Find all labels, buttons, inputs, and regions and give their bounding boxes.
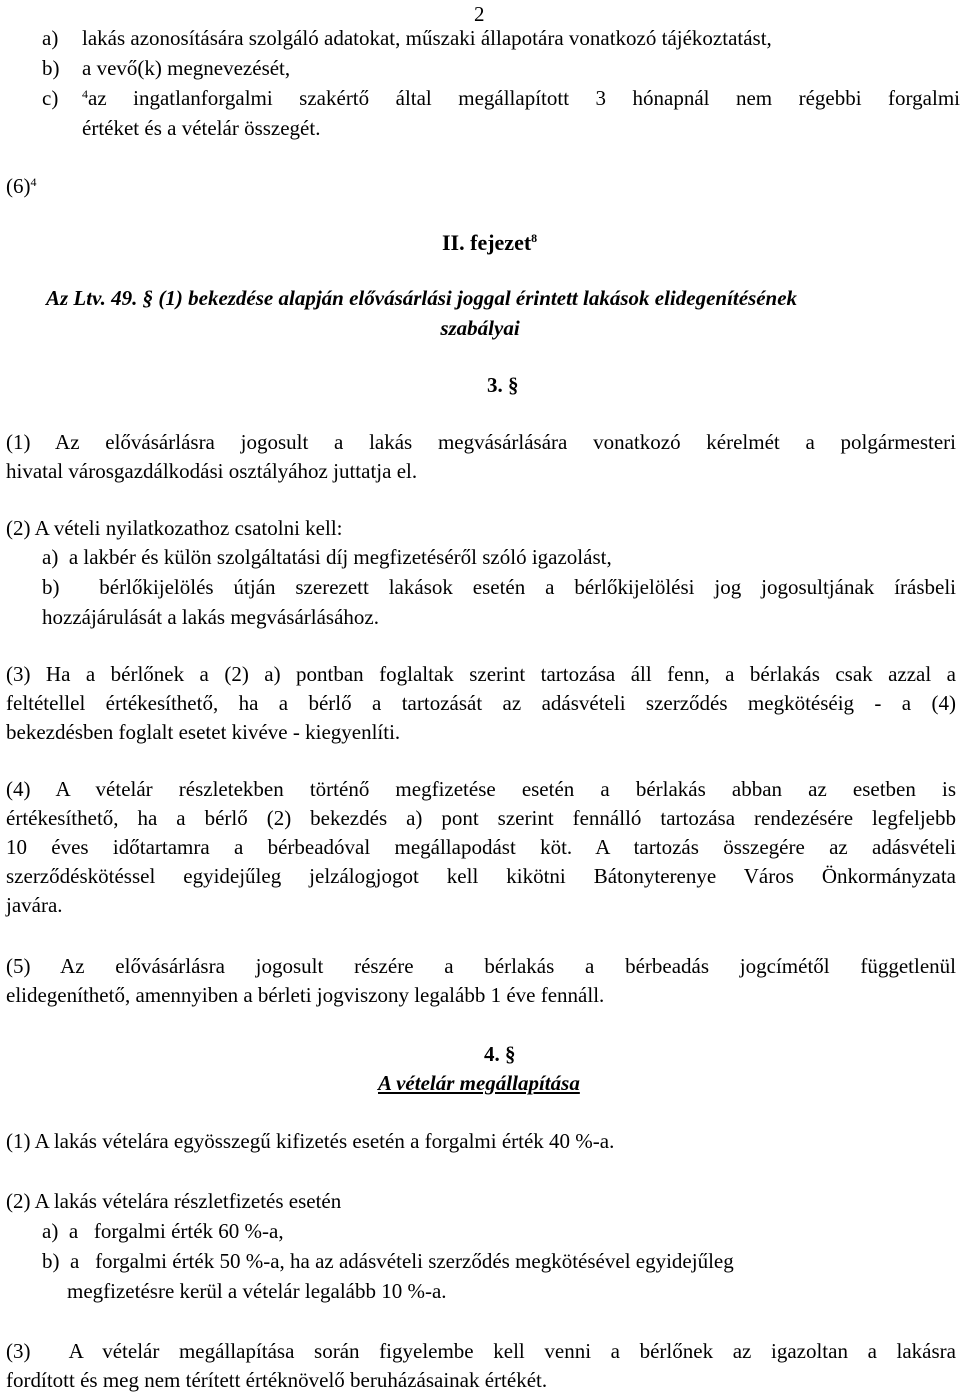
list-item-c-marker: c) bbox=[42, 86, 59, 110]
section-4-p2-b-line1: b) a forgalmi érték 50 %-a, ha az adásvételi szerződés megkötésével egyidejűleg bbox=[42, 1249, 734, 1273]
list-item-a-text: lakás azonosítására szolgáló adatokat, műszaki állapotára vonatkozó tájékoztatást, bbox=[82, 26, 772, 50]
section-3-p4-line1: (4) A vételár részletekben történő megfizetése esetén a bérlakás abban az esetben is bbox=[6, 777, 956, 801]
chapter-subtitle-line1: Az Ltv. 49. § (1) bekezdése alapján elővásárlási joggal érintett lakások elidegenítésének bbox=[46, 286, 798, 310]
section-4-p3-line1: (3) A vételár megállapítása során figyelembe kell venni a bérlőnek az igazoltan a lakásra bbox=[6, 1339, 956, 1363]
section-3-p3-line2: feltétellel értékesíthető, ha a bérlő a tartozását az adásvételi szerződés megkötéséig - a (4) bbox=[6, 691, 956, 715]
section-3-p3-line3: bekezdésben foglalt esetet kivéve - kiegyenlíti. bbox=[6, 720, 401, 744]
section-3-p2-a: a) a lakbér és külön szolgáltatási díj megfizetéséről szóló igazolást, bbox=[42, 545, 612, 569]
list-item-c-line1: $^4$az ingatlanforgalmi szakértő által megállapított 3 hónapnál nem régebbi forgalmi bbox=[82, 86, 960, 110]
section-3-p4-line3: 10 éves időtartamra a bérbeadóval megállapodást köt. A tartozás összegére az adásvételi bbox=[6, 835, 956, 859]
section-3-heading: 3. § bbox=[487, 373, 519, 397]
page-number: 2 bbox=[474, 2, 485, 26]
section-4-p2-b-line2: megfizetésre kerül a vételár legalább 10 %-a. bbox=[67, 1279, 447, 1303]
section-3-p4-line4: szerződéskötéssel egyidejűleg jelzálogjogot kell kikötni Bátonyterenye Város Önkormányzata bbox=[6, 864, 956, 888]
section-3-p1-line1: (1) Az elővásárlásra jogosult a lakás megvásárlására vonatkozó kérelmét a polgármesteri bbox=[6, 430, 956, 454]
list-item-b-marker: b) bbox=[42, 56, 60, 80]
section-4-p1: (1) A lakás vételára egyösszegű kifizetés esetén a forgalmi érték 40 %-a. bbox=[6, 1129, 615, 1153]
list-item-b-text: a vevő(k) megnevezését, bbox=[82, 56, 291, 80]
footnote-ref[interactable]: 4 bbox=[82, 87, 88, 101]
chapter-subtitle-line2: szabályai bbox=[440, 316, 520, 340]
section-3-p4-line5: javára. bbox=[6, 893, 63, 917]
section-3-p1-line2: hivatal városgazdálkodási osztályához juttatja el. bbox=[6, 459, 418, 483]
section-4-p3-line2: fordított és meg nem térített értéknövelő beruházásainak értékét. bbox=[6, 1368, 548, 1392]
footnote-ref[interactable]: 4 bbox=[30, 175, 37, 189]
footnote-ref[interactable]: 8 bbox=[531, 231, 538, 245]
section-3-p2-b-line2: hozzájárulását a lakás megvásárlásához. bbox=[42, 605, 379, 629]
section-4-heading: 4. § bbox=[484, 1042, 516, 1066]
section-4-p2-intro: (2) A lakás vételára részletfizetés esetén bbox=[6, 1189, 342, 1213]
section-4-title: A vételár megállapítása bbox=[378, 1071, 580, 1095]
list-item-c-line2: értéket és a vételár összegét. bbox=[82, 116, 321, 140]
section-3-p2-b-line1: b) bérlőkijelölés útján szerezett lakások esetén a bérlőkijelölési jog jogosultjának írásbeli bbox=[42, 575, 956, 599]
section-3-p2-intro: (2) A vételi nyilatkozathoz csatolni kell: bbox=[6, 516, 343, 540]
section-3-p4-line2: értékesíthető, ha a bérlő (2) bekezdés a) pont szerint fennálló tartozása rendezésére legfeljebb bbox=[6, 806, 956, 830]
section-3-p5-line1: (5) Az elővásárlásra jogosult részére a bérlakás a bérbeadás jogcímétől függetlenül bbox=[6, 954, 956, 978]
list-item-a-marker: a) bbox=[42, 26, 59, 50]
section-3-p3-line1: (3) Ha a bérlőnek a (2) a) pontban foglaltak szerint tartozása áll fenn, a bérlakás csak azzal a bbox=[6, 662, 956, 686]
section-4-p2-a: a) a forgalmi érték 60 %-a, bbox=[42, 1219, 284, 1243]
chapter-title: II. fejezet$^8$ bbox=[442, 230, 538, 255]
section-3-p5-line2: elidegeníthető, amennyiben a bérleti jogviszony legalább 1 éve fennáll. bbox=[6, 983, 605, 1007]
paragraph-6-label: $(6)^4$ bbox=[6, 174, 37, 198]
